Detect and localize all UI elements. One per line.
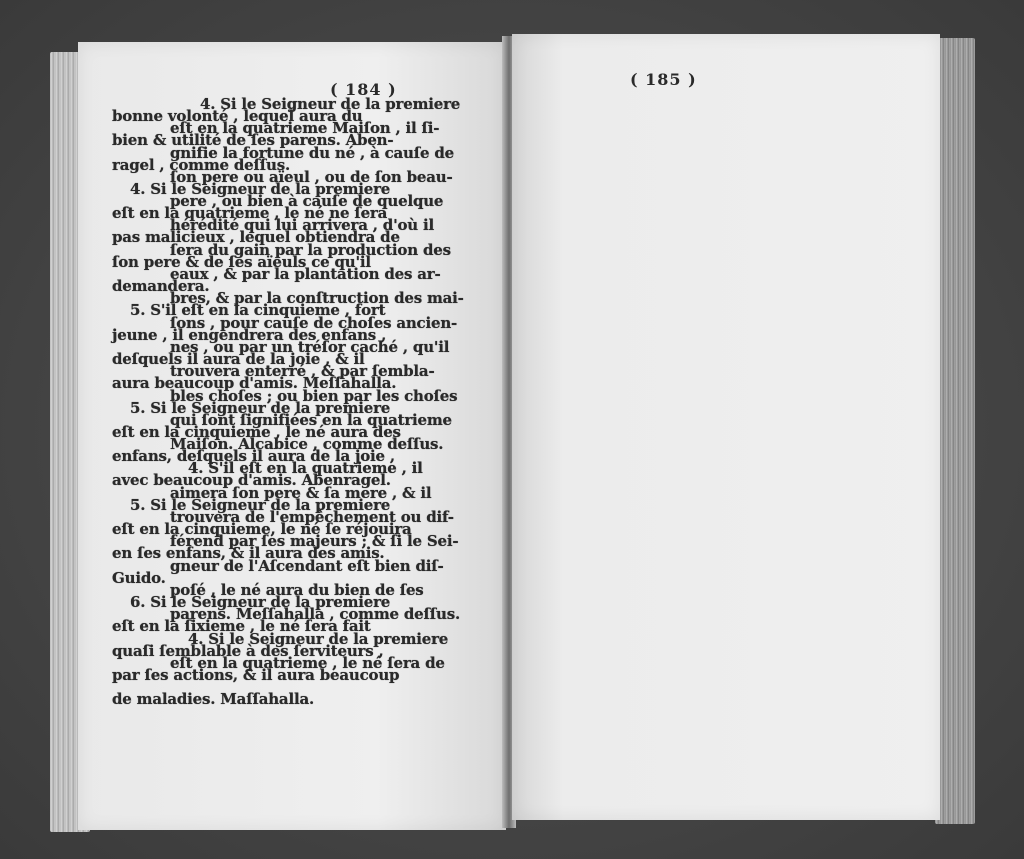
text-line: bonne volonté , lequel aura du: [112, 107, 363, 125]
text-line: 5. Si le Seigneur de la premiere: [130, 495, 391, 514]
text-line: 4. Si le Seigneur de la premiere: [188, 629, 449, 648]
text-line: avec beaucoup d'amis. Abenragel.: [112, 471, 391, 490]
text-line: eſt en la quatrieme , le né ne ſera: [112, 204, 388, 223]
text-line: par ſes actions, & il aura beaucoup: [112, 665, 400, 684]
text-line: 5. Si le Seigneur de la premiere: [130, 398, 391, 417]
text-line: en ſes enfans, & il aura des amis.: [112, 544, 385, 563]
text-line: pere , ou bien à cauſe de quelque: [170, 192, 444, 211]
text-line: 6. Si le Seigneur de la premiere: [130, 592, 391, 611]
right-page: [512, 34, 940, 820]
text-line: ſon pere & de ſes aïeuls ce qu'il: [112, 252, 371, 271]
text-line: bres, & par la conſtruction des mai-: [170, 289, 464, 308]
right-page-number: ( 185 ): [630, 70, 697, 89]
text-line: 4. Si le Seigneur de la premiere: [130, 179, 391, 198]
text-line: aimera ſon pere & ſa mere , & il: [170, 483, 432, 502]
text-line: bles choſes ; ou bien par les choſes: [170, 386, 458, 405]
right-page-edges: [935, 38, 975, 824]
text-line: gneur de l'Aſcendant eſt bien diſ-: [170, 556, 444, 575]
text-line: aura beaucoup d'amis. Meſſahalla.: [112, 374, 397, 393]
right-page-text: [112, 104, 412, 711]
text-line: deſquels il aura de la joie , & il: [112, 349, 365, 368]
text-line: ſons , pour cauſe de choſes ancien-: [170, 313, 458, 332]
text-line: ſon pere ou aïeul , ou de ſon beau-: [170, 167, 453, 186]
text-line: demandera.: [112, 277, 210, 296]
text-line: eſt en la cinquieme , le né aura des: [112, 422, 401, 441]
text-line: bien & utilité de ſes parens. Aben-: [112, 131, 394, 150]
text-line: ſera du gain par la production des: [170, 240, 451, 259]
text-line: poſé , le né aura du bien de ſes: [170, 580, 424, 599]
text-line: enfans, deſquels il aura de la joie ,: [112, 447, 395, 466]
text-line: trouvera enterré , & par ſembla-: [170, 362, 435, 381]
text-line: 4. Si le Seigneur de la premiere: [200, 95, 461, 113]
text-line: nes , ou par un tréſor caché , qu'il: [170, 337, 450, 356]
text-line: eſt en la cinquieme, le né ſe réjouira: [112, 520, 412, 539]
text-line: jeune , il engendrera des enfans ,: [112, 325, 387, 344]
open-book: [50, 30, 975, 836]
text-line: quaſi ſemblable à des ſerviteurs ,: [112, 641, 384, 660]
text-line: parens. Meſſahalla , comme deſſus.: [170, 605, 460, 624]
text-line: ragel , comme deſſus.: [112, 155, 290, 174]
text-line: Maiſon. Alcabice , comme deſſus.: [170, 435, 444, 454]
text-line: eaux , & par la plantation des ar-: [170, 265, 441, 284]
text-line: trouvera de l'empêchement ou dif-: [170, 508, 454, 527]
text-line: Guido.: [112, 568, 166, 587]
text-line: 5. S'il eſt en la cinquieme , fort: [130, 301, 386, 320]
text-line: 4. S'il eſt en la quatrieme , il: [188, 459, 423, 478]
text-line: hérédité qui lui arrivera , d'où il: [170, 216, 434, 235]
left-page-number: ( 184 ): [330, 80, 397, 99]
text-line: gnifie la fortune du né , à cauſe de: [170, 143, 454, 162]
text-line: eſt en la quatrieme , le né ſera de: [170, 653, 445, 672]
text-line: férend par ſes majeurs ; & ſi le Sei-: [170, 532, 459, 551]
text-line: eſt en la quatrieme Maiſon , il ſi-: [170, 119, 440, 138]
text-line: de maladies. Maſſahalla.: [112, 690, 314, 709]
text-line: pas malicieux , lequel obtiendra de: [112, 228, 400, 247]
text-line: eſt en la ſixieme , le né ſera fait: [112, 617, 371, 636]
text-line: qui ſont ſignifiées en la quatrieme: [170, 410, 452, 429]
